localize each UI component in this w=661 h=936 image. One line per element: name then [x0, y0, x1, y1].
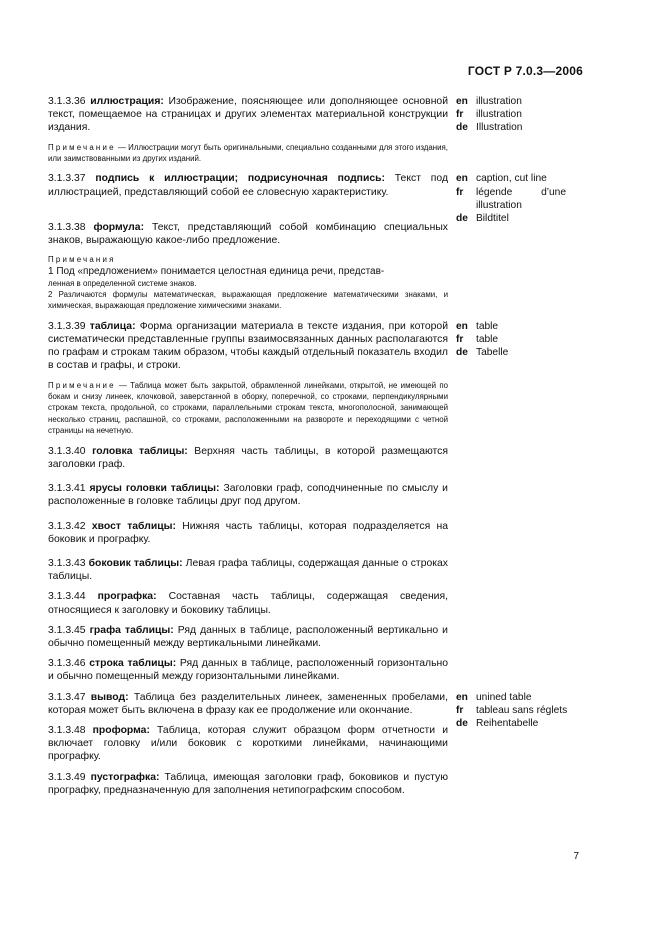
term-definition: Верхняя часть таблицы, в которой размещаются заголовки граф.	[48, 445, 449, 470]
term-name: ярусы головки таблицы:	[89, 483, 220, 495]
term-name: пустографка:	[90, 771, 160, 783]
term-name: прографка:	[97, 591, 157, 603]
note-item-2: 2 Различаются формулы математическая, выражающая предложение математическими знаками, и химическая, выражающая предложение химическими знаками.	[48, 290, 448, 311]
term-entry-illustration	[48, 95, 523, 135]
term-definition: Ряд данных в таблице, расположенный горизонтально и обычно помещенный между горизонтальными линейками.	[48, 658, 448, 683]
page-number: 7	[573, 851, 579, 862]
term-definition: Таблица без разделительных линеек, замененных пробелами, которая может быть включена в фразу как ее продолжение или окончание.	[48, 691, 448, 716]
term-name: таблица:	[89, 320, 136, 332]
term-definition: Таблица, которая служит образцом форм отчетности и включает головку и/или боковик с короткими линейками, начинающими прографку.	[48, 724, 449, 763]
term-definition: Текст, представляющий собой комбинацию специальных знаков, выражающую какое-либо предложение.	[48, 221, 448, 247]
document-header: ГОСТ Р 7.0.3—2006	[467, 64, 583, 78]
term-name: хвост таблицы:	[91, 520, 176, 532]
term-name: вывод:	[90, 691, 129, 703]
term-entry-row	[48, 657, 448, 683]
translation-row: de Tabelle	[456, 347, 509, 359]
term-definition: Форма организации материала в тексте издания, при которой систематически представленные группы взаимосвязанных данных располагаются по графам и строкам таким образом, чтобы каждый отдельный показатель входил в состав и графы, и строки.	[48, 320, 448, 372]
term-number: 3.1.3.49	[48, 771, 86, 783]
term-number: 3.1.3.40	[48, 445, 86, 457]
term-entry-formula	[48, 221, 448, 247]
translation-row: fr légende d’une illustration	[456, 186, 566, 211]
term-number: 3.1.3.44	[48, 591, 86, 603]
note-label: Примечание	[48, 380, 116, 390]
translation-row: fr illustration	[456, 109, 522, 121]
term-definition: Составная часть таблицы, содержащая сведения, относящиеся к заголовку и боковику таблицы.	[48, 591, 449, 616]
term-number: 3.1.3.47	[48, 691, 86, 703]
term-definition: Изображение, поясняющее или дополняющее основной текст, помещаемое на страницах и других элементах материальной конструкции издания.	[48, 96, 449, 134]
translations	[456, 172, 606, 225]
term-entry-body	[48, 590, 448, 616]
translations	[456, 95, 606, 135]
term-number: 3.1.3.37	[48, 173, 86, 185]
term-definition: Заголовки граф, соподчиненные по смыслу и расположенные в головке таблицы друг под другом.	[48, 483, 448, 508]
term-number: 3.1.3.46	[48, 658, 86, 670]
translation-row: fr table	[456, 334, 499, 346]
note-illustration	[48, 142, 448, 165]
term-definition: Нижняя часть таблицы, которая подразделяется на боковик и прографку.	[48, 520, 449, 545]
term-number: 3.1.3.38	[48, 221, 86, 233]
term-number: 3.1.3.43	[48, 557, 86, 569]
term-name: подпись к иллюстрации; подрисуночная подпись:	[95, 173, 385, 185]
term-definition: Ряд данных в таблице, расположенный вертикально и обычно помещенный между вертикальными линейками.	[48, 624, 448, 649]
term-entry-caption	[48, 172, 566, 225]
translations	[456, 320, 606, 360]
note-text: — Иллюстрации могут быть оригинальными, специально созданными для этого издания, или заимствованными из других изданий.	[48, 142, 448, 164]
term-entry-column	[48, 624, 448, 650]
note-label: Примечания	[48, 255, 116, 265]
term-number: 3.1.3.45	[48, 624, 86, 636]
term-entry-head-tiers	[48, 482, 448, 508]
term-name: проформа:	[92, 724, 150, 736]
term-entry-table	[48, 320, 509, 373]
note-label: Примечание	[48, 142, 116, 152]
terms-list	[48, 95, 568, 804]
translation-row: de Reihentabelle	[456, 717, 539, 729]
term-definition: Левая графа таблицы, содержащая данные о строках таблицы.	[48, 557, 448, 583]
term-entry-proforma	[48, 724, 448, 764]
term-name: строка таблицы:	[89, 658, 177, 670]
term-entry-run-in	[48, 691, 568, 729]
term-number: 3.1.3.42	[48, 520, 86, 532]
note-item-1-rest: ленная в определенной системе знаков.	[48, 278, 197, 288]
translation-row: de Illustration	[456, 122, 523, 134]
translation-row: en table	[456, 320, 499, 332]
term-name: формула:	[93, 221, 145, 233]
translations	[456, 691, 606, 731]
translation-row: en unined table	[456, 691, 532, 703]
term-number: 3.1.3.39	[48, 320, 86, 332]
translation-row: de Bildtitel	[456, 213, 509, 225]
note-text: — Таблица может быть закрытой, обрамленной линейками, открытой, не имеющей по бокам и снизу линеек, клочковой, заверстанной в оборку, поперечной, со строками, перпендикулярными строкам текста, продольной, со строками, параллельными строкам текста, многополосной, занимающей несколько страниц, распашной, со строками, расположенными на развороте и переходящими с четной страницы на нечетную.	[48, 380, 448, 436]
term-entry-stub	[48, 557, 448, 583]
translation-row: en illustration	[456, 96, 522, 107]
term-entry-blank-form	[48, 771, 448, 797]
note-item-1-intro: 1 Под «предложением» понимается целостная единица речи, представ-	[48, 265, 385, 277]
term-number: 3.1.3.48	[48, 724, 86, 736]
term-entry-table-tail	[48, 520, 448, 546]
term-name: боковик таблицы:	[88, 557, 183, 569]
term-number: 3.1.3.41	[48, 483, 86, 495]
term-entry-table-head	[48, 445, 448, 471]
term-name: графа таблицы:	[89, 624, 174, 636]
term-name: иллюстрация:	[90, 96, 164, 107]
note-formula	[48, 254, 448, 312]
term-definition: Таблица, имеющая заголовки граф, боковиков и пустую прографку, предназначенную для заполнения нетипографским способом.	[48, 771, 449, 796]
term-name: головка таблицы:	[92, 445, 188, 457]
translation-row: en caption, cut line	[456, 173, 547, 185]
term-number: 3.1.3.36	[48, 96, 86, 107]
note-table	[48, 380, 448, 437]
term-definition: Текст под иллюстрацией, представляющий собой ее словесную характеристику.	[48, 173, 449, 198]
translation-row: fr tableau sans réglets	[456, 704, 568, 716]
